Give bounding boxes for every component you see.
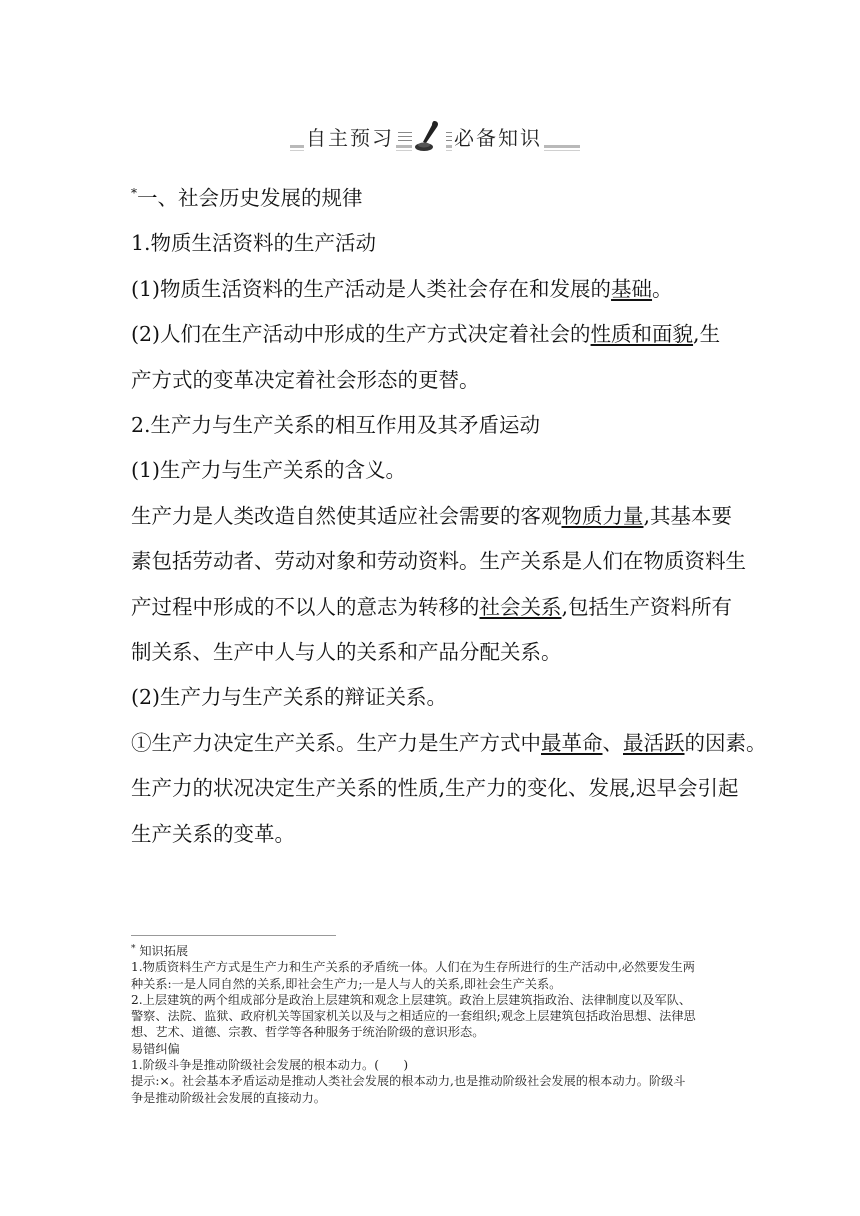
paragraph-s2-1-line4: 制关系、生产中人与人的关系和产品分配关系。 [131,640,562,665]
header-right-title: 必备知识 [452,122,544,151]
footnote-title: * 知识拓展 [131,944,189,958]
underlined-keyword: 社会关系 [479,594,562,619]
footnote-block [131,941,741,1106]
paragraph-s2-1-line3: 产过程中形成的不以人的意志为转移的社会关系,包括生产资料所有 [131,594,733,619]
underlined-keyword: 性质和面貌 [590,322,694,347]
section-header-banner [290,118,580,156]
paragraph-s2-1: 生产力是人类改造自然使其适应社会需要的客观物质力量,其基本要 [131,503,733,528]
subsection-2-2-title: (2)生产力与生产关系的辩证关系。 [131,685,448,710]
subsection-2-1-title: (1)生产力与生产关系的含义。 [131,458,407,483]
footnote-subtitle: 易错纠偏 [131,1041,180,1056]
section-heading [131,171,751,221]
pen-icon [412,118,446,154]
paragraph-s1-2: (2)人们在生产活动中形成的生产方式决定着社会的性质和面貌,生 [131,322,721,347]
underlined-keyword: 基础 [611,276,653,301]
paragraph-s2-2-line2: 生产力的状况决定生产关系的性质,生产力的变化、发展,迟早会引起 [131,776,739,801]
section-title: 一、社会历史发展的规律 [137,186,363,210]
paragraph-s1-1: (1)物质生活资料的生产活动是人类社会存在和发展的基础。 [131,276,673,301]
footnote-marker: * [131,186,137,200]
underlined-keyword: 物质力量 [561,503,644,528]
header-left-title: 自主预习 [304,122,396,151]
underlined-keyword: 最革命 [541,730,603,755]
footnote-line: 争是推动阶级社会发展的直接动力。 [131,1090,326,1105]
subsection-2-title: 2.生产力与生产关系的相互作用及其矛盾运动 [131,413,541,438]
paragraph-s2-2: ①生产力决定生产关系。生产力是生产方式中最革命、最活跃的因素。 [131,730,767,755]
footnote-line: 种关系:一是人同自然的关系,即社会生产力;一是人与人的关系,即社会生产关系。 [131,976,562,991]
footnote-line: 1.物质资料生产方式是生产力和生产关系的矛盾统一体。人们在为生存所进行的生产活动中,必然要发生两 [131,960,695,975]
paragraph-s2-2-line3: 生产关系的变革。 [131,821,295,846]
footnote-line: 2.上层建筑的两个组成部分是政治上层建筑和观念上层建筑。政治上层建筑指政治、法律制度以及军队、 [131,992,692,1007]
footnote-line: 提示:×。社会基本矛盾运动是推动人类社会发展的根本动力,也是推动阶级社会发展的根本动力。阶级斗 [131,1074,686,1089]
subsection-1-title: 1.物质生活资料的生产活动 [131,231,377,256]
footnote-line: 想、艺术、道德、宗教、哲学等各种服务于统治阶级的意识形态。 [131,1025,485,1040]
paragraph-s1-2-cont: 产方式的变革决定着社会形态的更替。 [131,367,480,392]
main-content [131,171,767,857]
footnote-line: 1.阶级斗争是推动阶级社会发展的根本动力。( ) [131,1058,409,1073]
underlined-keyword: 最活跃 [623,730,685,755]
paragraph-s2-1-line2: 素包括劳动者、劳动对象和劳动资料。生产关系是人们在物质资料生 [131,549,746,574]
footnote-line: 警察、法院、监狱、政府机关等国家机关以及与之相适应的一套组织;观念上层建筑包括政治思想、法律思 [131,1009,696,1024]
footnote-divider [131,935,336,936]
